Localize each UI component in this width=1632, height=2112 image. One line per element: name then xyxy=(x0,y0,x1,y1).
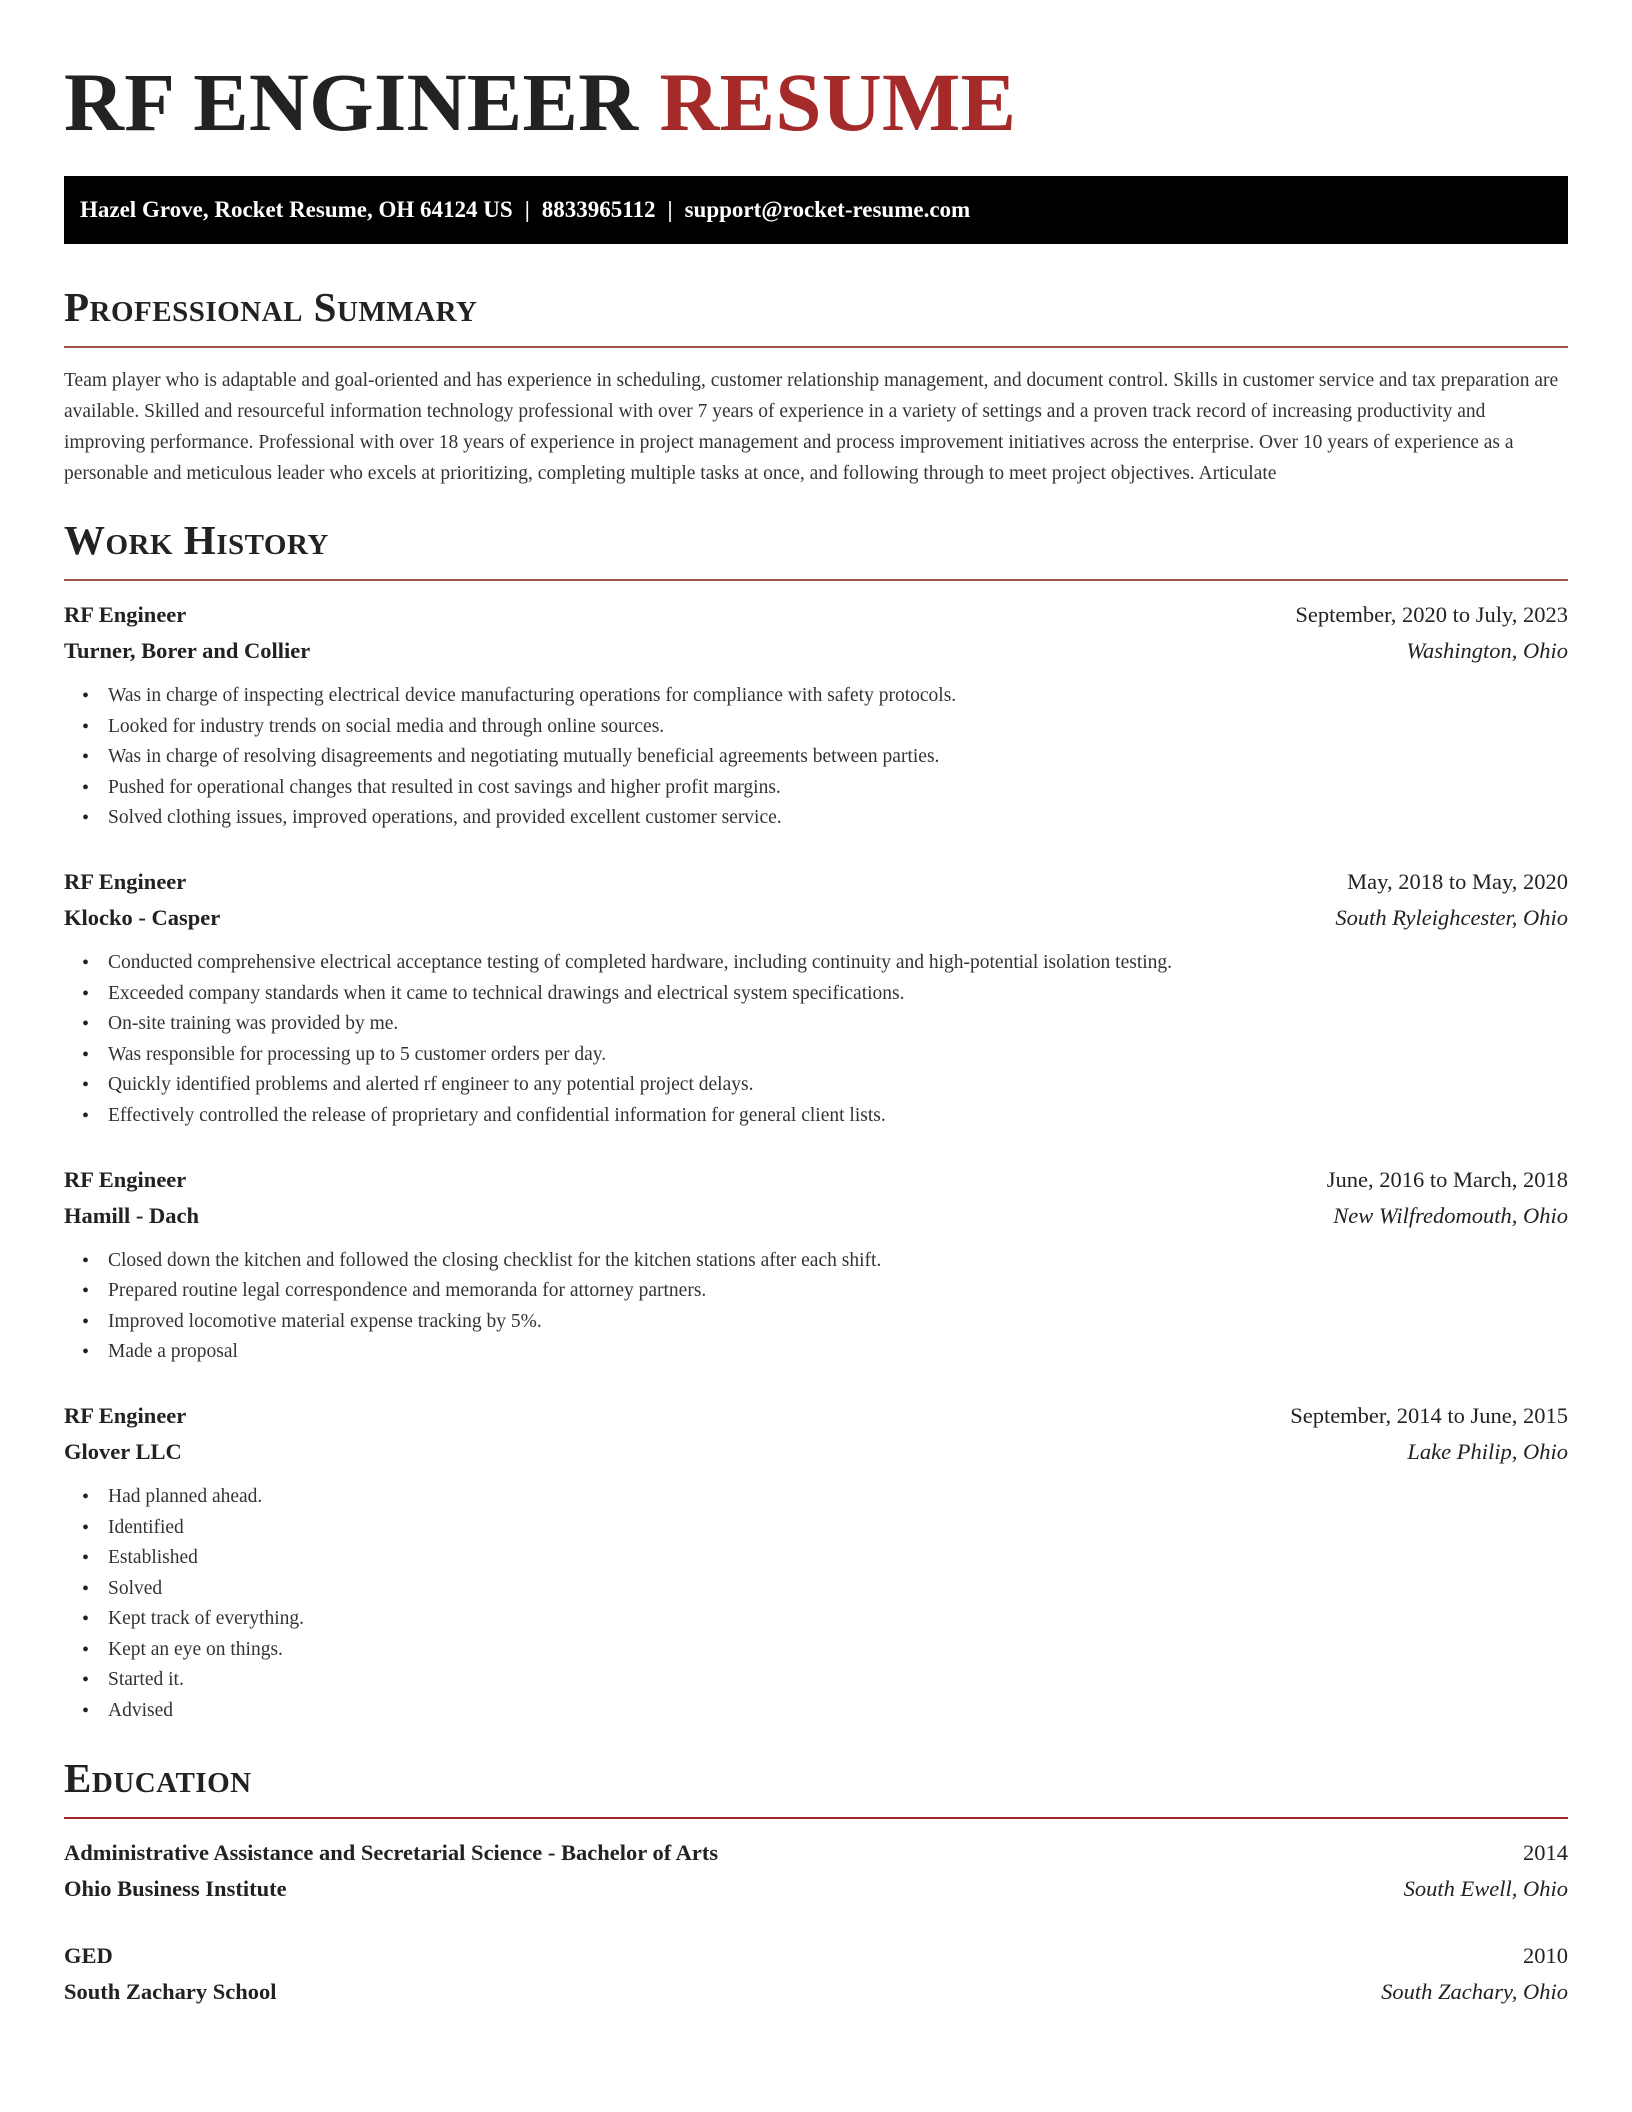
list-item: • Exceeded company standards when it came to technical drawings and electrical system specifications. xyxy=(108,979,1568,1010)
job-company: Hamill - Dach xyxy=(64,1202,199,1228)
resume-title xyxy=(64,0,1568,146)
job-dates: September, 2020 to July, 2023 xyxy=(1295,602,1568,627)
job-title: RF Engineer xyxy=(64,868,187,894)
section-divider xyxy=(64,579,1568,581)
list-item: • Solved xyxy=(108,1574,1568,1605)
job-company-row xyxy=(64,1434,1568,1470)
job-entry xyxy=(64,1162,1568,1368)
list-item: • Solved clothing issues, improved operations, and provided excellent customer service. xyxy=(108,803,1568,834)
list-item: • Advised xyxy=(108,1696,1568,1727)
job-company-row xyxy=(64,1198,1568,1234)
list-item: • Kept track of everything. xyxy=(108,1604,1568,1635)
list-item: • Was responsible for processing up to 5 customer orders per day. xyxy=(108,1040,1568,1071)
summary-section xyxy=(64,282,1568,489)
job-location: Washington, Ohio xyxy=(1406,638,1568,663)
list-item: • Conducted comprehensive electrical acceptance testing of completed hardware, including continuity and high-potential isolation testing. xyxy=(108,948,1568,979)
education-school: Ohio Business Institute xyxy=(64,1875,287,1901)
list-item: • Started it. xyxy=(108,1665,1568,1696)
list-item: • Pushed for operational changes that resulted in cost savings and higher profit margins. xyxy=(108,773,1568,804)
education-school: South Zachary School xyxy=(64,1978,277,2004)
job-company-row xyxy=(64,900,1568,936)
job-header-row xyxy=(64,597,1568,633)
job-company: Klocko - Casper xyxy=(64,904,221,930)
education-header-row xyxy=(64,1835,1568,1871)
contact-email: support@rocket-resume.com xyxy=(684,197,971,222)
education-year: 2014 xyxy=(1523,1839,1568,1865)
job-header-row xyxy=(64,1162,1568,1198)
list-item: • Improved locomotive material expense tracking by 5%. xyxy=(108,1307,1568,1338)
list-item: • Kept an eye on things. xyxy=(108,1635,1568,1666)
list-item: • Prepared routine legal correspondence and memoranda for attorney partners. xyxy=(108,1276,1568,1307)
education-entry xyxy=(64,1835,1568,1907)
list-item: • Looked for industry trends on social media and through online sources. xyxy=(108,712,1568,743)
education-entry xyxy=(64,1938,1568,2010)
job-bullets xyxy=(64,681,1568,834)
list-item: • Established xyxy=(108,1543,1568,1574)
job-title: RF Engineer xyxy=(64,1166,187,1192)
education-school-row xyxy=(64,1871,1568,1907)
job-bullets xyxy=(64,948,1568,1132)
education-degree: Administrative Assistance and Secretarial Science - Bachelor of Arts xyxy=(64,1839,719,1865)
job-location: Lake Philip, Ohio xyxy=(1407,1438,1568,1464)
job-title: RF Engineer xyxy=(64,1402,187,1428)
title-main: RF ENGINEER xyxy=(64,56,639,148)
job-dates: May, 2018 to May, 2020 xyxy=(1347,868,1568,894)
list-item: • Identified xyxy=(108,1513,1568,1544)
list-item: • Made a proposal xyxy=(108,1337,1568,1368)
list-item: • Had planned ahead. xyxy=(108,1482,1568,1513)
job-header-row xyxy=(64,1398,1568,1434)
contact-separator: | xyxy=(667,197,673,222)
list-item: • Was in charge of resolving disagreements and negotiating mutually beneficial agreements between parties. xyxy=(108,742,1568,773)
list-item: • Closed down the kitchen and followed the closing checklist for the kitchen stations after each shift. xyxy=(108,1246,1568,1277)
job-title: RF Engineer xyxy=(64,602,187,627)
contact-bar xyxy=(64,176,1568,244)
job-entry xyxy=(64,597,1568,834)
list-item: • On-site training was provided by me. xyxy=(108,1009,1568,1040)
job-company-row xyxy=(64,633,1568,669)
list-item: • Quickly identified problems and alerted rf engineer to any potential project delays. xyxy=(108,1070,1568,1101)
education-heading: Education xyxy=(64,1754,252,1801)
education-location: South Zachary, Ohio xyxy=(1381,1978,1568,2004)
education-degree: GED xyxy=(64,1942,113,1968)
education-school-row xyxy=(64,1974,1568,2010)
list-item: • Was in charge of inspecting electrical device manufacturing operations for compliance with safety protocols. xyxy=(108,681,1568,712)
education-year: 2010 xyxy=(1523,1942,1568,1968)
contact-separator: | xyxy=(524,197,530,222)
job-dates: June, 2016 to March, 2018 xyxy=(1326,1166,1568,1192)
job-bullets xyxy=(64,1482,1568,1727)
work-history-section xyxy=(64,515,1568,1727)
education-section xyxy=(64,1753,1568,2010)
contact-phone: 8833965112 xyxy=(541,197,656,222)
job-dates: September, 2014 to June, 2015 xyxy=(1290,1402,1568,1428)
education-location: South Ewell, Ohio xyxy=(1403,1875,1568,1901)
job-entry xyxy=(64,864,1568,1132)
job-location: South Ryleighcester, Ohio xyxy=(1335,904,1568,930)
education-header-row xyxy=(64,1938,1568,1974)
title-accent: RESUME xyxy=(659,56,1017,148)
job-bullets xyxy=(64,1246,1568,1368)
list-item: • Effectively controlled the release of proprietary and confidential information for general client lists. xyxy=(108,1101,1568,1132)
job-location: New Wilfredomouth, Ohio xyxy=(1333,1202,1568,1228)
job-header-row xyxy=(64,864,1568,900)
work-history-heading: Work History xyxy=(64,517,329,563)
contact-address: Hazel Grove, Rocket Resume, OH 64124 US xyxy=(80,197,513,222)
job-company: Turner, Borer and Collier xyxy=(64,638,311,663)
summary-heading: Professional Summary xyxy=(64,284,478,330)
job-entry xyxy=(64,1398,1568,1727)
section-divider xyxy=(64,1817,1568,1819)
job-company: Glover LLC xyxy=(64,1438,182,1464)
resume-page xyxy=(64,0,1568,2010)
section-divider xyxy=(64,346,1568,348)
summary-text: Team player who is adaptable and goal-oriented and has experience in scheduling, customer relationship management, and document control. Skills in customer service and tax preparation are available. Skilled and resourceful information technology professional with over 7 years of experience in a variety of settings and a proven track record of increasing productivity and improving performance. Professional with over 18 years of experience in project management and process improvement initiatives across the enterprise. Over 10 years of experience as a personable and meticulous leader who excels at prioritizing, completing multiple tasks at once, and following through to meet project objectives. Articulate xyxy=(64,370,1559,484)
